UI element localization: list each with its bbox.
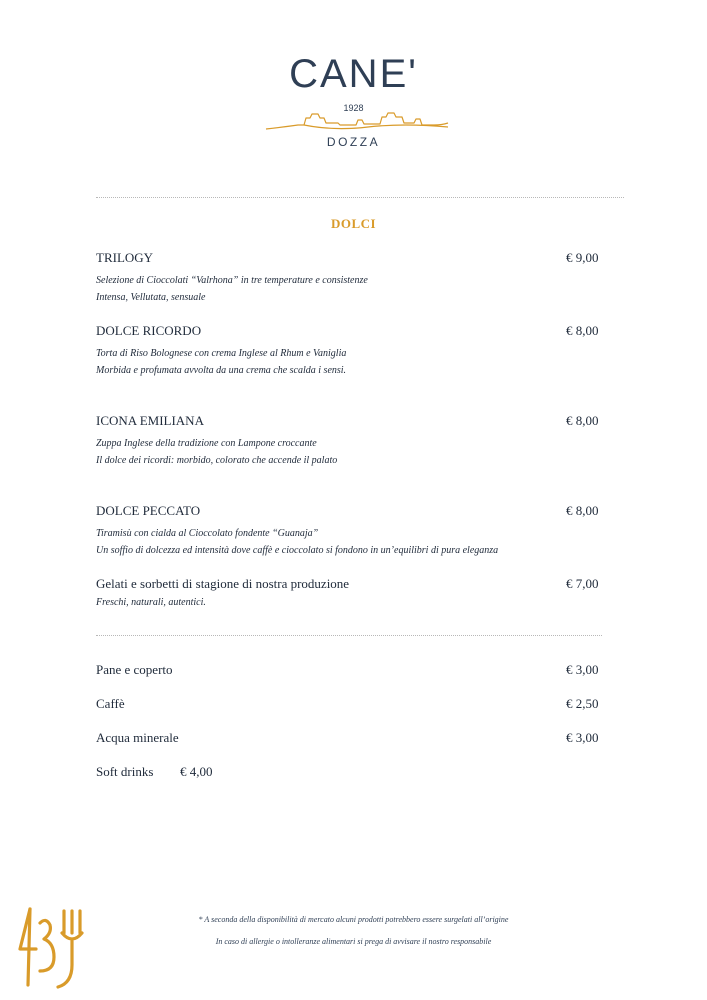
menu-item-price: € 8,00: [566, 503, 599, 518]
extra-item-name: Pane e coperto: [96, 662, 173, 677]
menu-item-description: Freschi, naturali, autentici.: [96, 597, 206, 608]
menu-item-price: € 8,00: [566, 413, 599, 428]
brand-town: DOZZA: [326, 135, 381, 149]
menu-item-name: DOLCE PECCATO: [96, 503, 201, 518]
middle-divider: [96, 635, 602, 636]
menu-item-description: Zuppa Inglese della tradizione con Lampone croccante: [96, 438, 317, 449]
menu-item-description: Selezione di Cioccolati “Valrhona” in tre temperature e consistenze: [96, 275, 368, 286]
menu-item-price: € 7,00: [566, 576, 599, 591]
menu-item-name: Gelati e sorbetti di stagione di nostra produzione: [96, 576, 350, 591]
brand-logo-text: CANE': [289, 52, 418, 96]
menu-item-description: Un soffio di dolcezza ed intensità dove caffè e cioccolato si fondono in un’equilibri di pura eleganza: [96, 545, 499, 556]
extra-item-name: Soft drinks: [96, 764, 154, 779]
extra-item-name: Acqua minerale: [96, 730, 179, 745]
menu-item-price: € 8,00: [566, 323, 599, 338]
town-skyline-icon: [264, 105, 450, 135]
footer-allergy-note: In caso di allergie o intolleranze alimentari si prega di avvisare il nostro responsabile: [215, 937, 492, 946]
extra-item-price: € 3,00: [566, 730, 599, 745]
menu-item-name: TRILOGY: [96, 250, 154, 265]
menu-item-description: Il dolce dei ricordi: morbido, colorato che accende il palato: [96, 455, 338, 466]
menu-item-name: ICONA EMILIANA: [96, 413, 204, 428]
extra-item-name: Caffè: [96, 696, 125, 711]
section-title: DOLCI: [330, 216, 377, 231]
footer-disclaimer: * A seconda della disponibilità di mercato alcuni prodotti potrebbero essere surgelati all’origine: [198, 915, 509, 924]
menu-item-description: Torta di Riso Bolognese con crema Inglese al Rhum e Vaniglia: [96, 348, 347, 359]
extra-item-price: € 4,00: [180, 764, 213, 779]
menu-item-price: € 9,00: [566, 250, 599, 265]
extra-item-price: € 2,50: [566, 696, 599, 711]
menu-item-description: Morbida e profumata avvolta da una crema che scalda i sensi.: [96, 365, 347, 376]
extra-item-price: € 3,00: [566, 662, 599, 677]
top-divider: [96, 197, 624, 198]
menu-item-description: Intensa, Vellutata, sensuale: [96, 292, 206, 303]
menu-item-name: DOLCE RICORDO: [96, 323, 202, 338]
brand-year: 1928: [343, 103, 364, 113]
menu-item-description: Tiramisù con cialda al Cioccolato fondente “Guanaja”: [96, 528, 319, 539]
